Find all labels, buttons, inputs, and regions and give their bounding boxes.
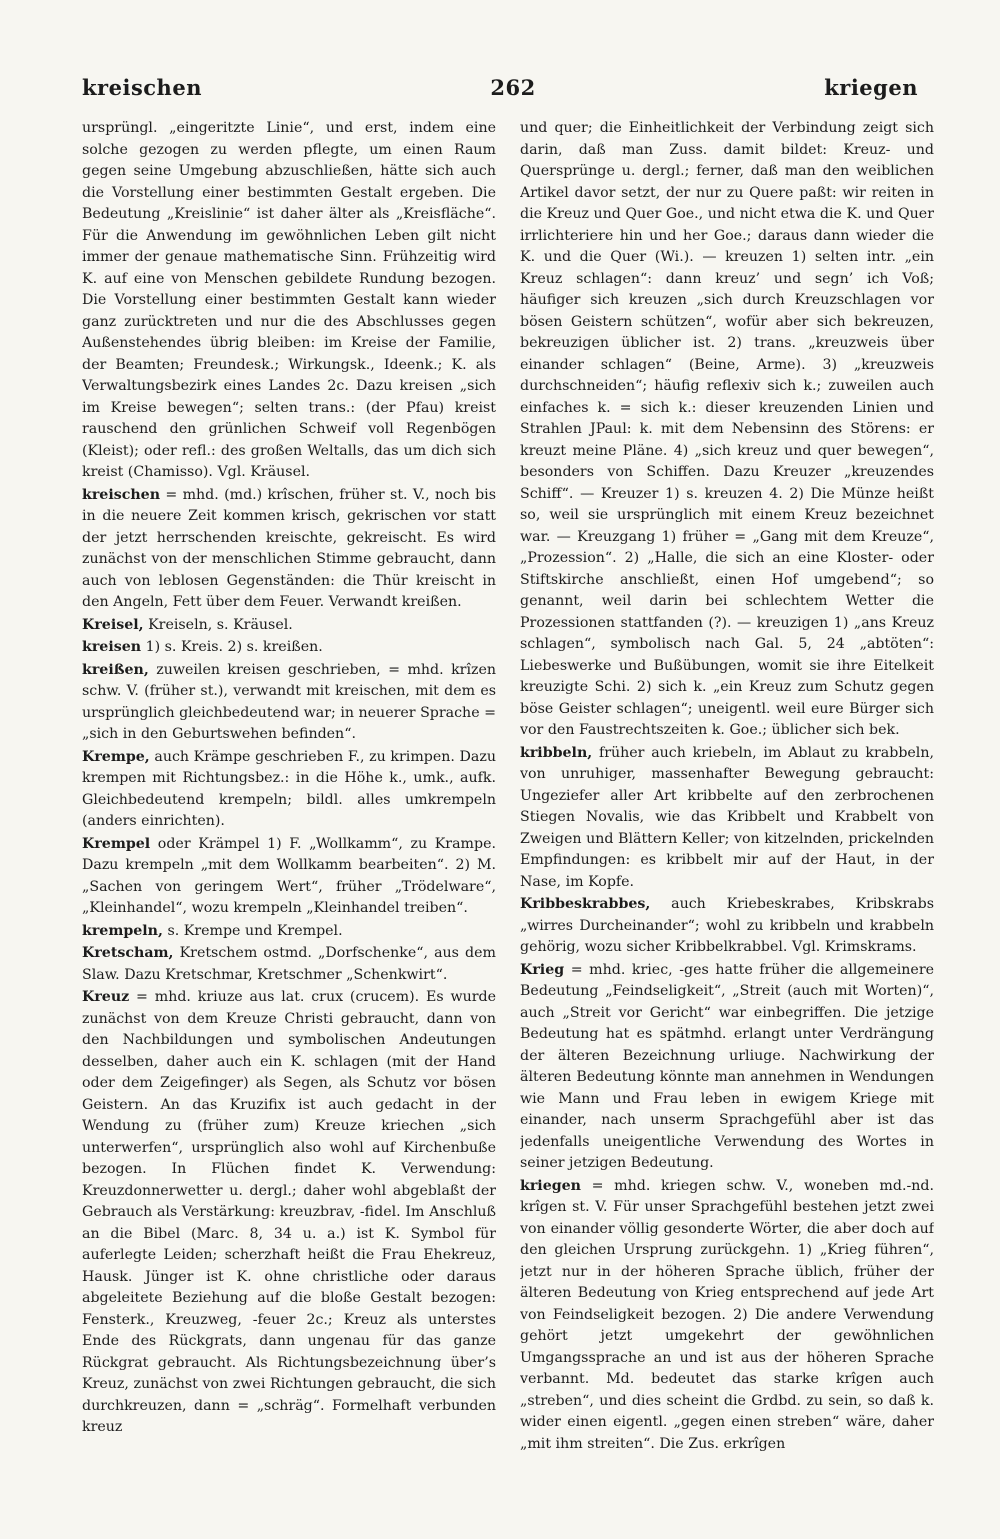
running-header	[82, 70, 918, 104]
headword: Kretscham,	[82, 945, 174, 961]
headword: kribbeln,	[520, 744, 593, 761]
right-column	[520, 118, 934, 1508]
entry-paragraph: und quer; die Einheitlichkeit der Verbindung zeigt sich darin, daß man Zuss. damit bildet: Kreuz- und Quersprünge u. dergl.; ferner, daß man den weiblichen Artikel davor setzt, der nur zu Quere paßt: wir reiten in die Kreuz und Quer Goe., und nicht etwa die K. und Quer irrlichteriere hin und her Goe.; daraus dann wieder die K. und die Quer (Wi.). — kreuzen 1) selten intr. „ein Kreuz schlagen“: dann kreuz’ und segn’ ich Voß; häufiger sich kreuzen „sich durch Kreuzschlagen vor bösen Geistern schützen“, wofür aber sich bekreuzen, bekreuzigen üblicher ist. 2) trans. „kreuzweis über einander schlagen“ (Beine, Arme). 3) „kreuzweis durchschneiden“; häufig reflexiv sich k.; zuweilen auch einfaches k. = sich k.: dieser kreuzenden Linien und Strahlen JPaul: k. mit dem Nebensinn des Störens: er kreuzt meine Pläne. 4) „sich kreuz und quer bewegen“, besonders von Schiffen. Dazu Kreuzer „kreuzendes Schiff“. — Kreuzer 1) s. kreuzen 4. 2) Die Münze heißt so, weil sie ursprünglich mit einem Kreuz bezeichnet war. — Kreuzgang 1) früher = „Gang mit dem Kreuze“, „Prozession“. 2) „Halle, die sich an eine Kloster- oder Stiftskirche anschließt, einen Hof umgebend“; so genannt, weil darin bei schlechtem Wetter die Prozessionen stattfanden (?). — kreuzigen 1) „ans Kreuz schlagen“, symbolisch nach Gal. 5, 24 „abtöten“: Liebeswerke und Bußübungen, womit sie ihre Eitelkeit kreuzigte Schi. 2) sich k. „ein Kreuz zum Schutz gegen böse Geister schlagen“; uneigentl. weil eure Bürger sich vor den Faustrechtszeiten k. Goe.; üblicher sich bek.	[520, 120, 934, 738]
header-right-word: kriegen	[824, 74, 918, 100]
entry-paragraph: Kretscham, Kretschem ostmd. „Dorfschenke“, aus dem Slaw. Dazu Kretschmar, Kretschmer „Schenkwirt“.	[82, 945, 496, 983]
entry-paragraph: Kribbeskrabbes, auch Kriebeskrabes, Kribskrabs „wirres Durcheinander“; wohl zu kribbeln und krabbeln gehörig, wozu sicher Kribbelkrabbel. Vgl. Krimskrams.	[520, 896, 934, 955]
entry-paragraph: Kreisel, Kreiseln, s. Kräusel.	[82, 616, 293, 633]
header-left-word: kreischen	[82, 74, 202, 100]
headword: Krempel	[82, 835, 151, 852]
entry-paragraph: Krempe, auch Krämpe geschrieben F., zu krimpen. Dazu krempen mit Richtungsbez.: in die Höhe k., umk., aufk. Gleichbedeutend krempeln; bildl. alles umkrempeln (anders einrichten).	[82, 748, 496, 829]
text-columns	[82, 118, 934, 1508]
entry-paragraph: kreisen 1) s. Kreis. 2) s. kreißen.	[82, 639, 323, 655]
headword: kreißen,	[82, 661, 149, 678]
headword: Krieg	[520, 961, 565, 978]
entry-paragraph: ursprüngl. „eingeritzte Linie“, und erst, indem eine solche gezogen zu werden pflegte, um einen Raum gegen seine Umgebung abzuschließen, hätte sich auch die Vorstellung einer bestimmten Gestalt ergeben. Die Bedeutung „Kreislinie“ ist daher älter als „Kreisfläche“. Für die Anwendung im gewöhnlichen Leben gilt nicht immer der genaue mathematische Sinn. Frühzeitig wird K. auf eine von Menschen gebildete Rundung bezogen. Die Vorstellung einer bestimmten Gestalt kann wieder ganz zurücktreten und nur die des Abschlusses gegen Außenstehendes übrig bleiben: im Kreise der Familie, der Beamten; Freundesk.; Wirkungsk., Ideenk.; K. als Verwaltungsbezirk eines Landes 2c. Dazu kreisen „sich im Kreise bewegen“; selten trans.: (der Pfau) kreist rauschend den grünlichen Schweif voll Regenbögen (Kleist); oder refl.: des großen Weltalls, das um dich sich kreist (Chamisso). Vgl. Kräusel.	[82, 120, 496, 480]
headword: Krempe,	[82, 748, 150, 765]
entry-paragraph: kreischen = mhd. (md.) krîschen, früher st. V., noch bis in die neuere Zeit kommen krisch, gekrischen vor statt der jetzt herrschenden kreischte, gekreischt. Es wird zunächst von der menschlichen Stimme gebraucht, dann auch von leblosen Gegenständen: die Thür kreischt in den Angeln, Fett über dem Feuer. Verwandt kreißen.	[82, 486, 496, 610]
left-column	[82, 118, 496, 1508]
entry-paragraph: krempeln, s. Krempe und Krempel.	[82, 922, 343, 939]
entry-paragraph: kriegen = mhd. kriegen schw. V., woneben md.-nd. krîgen st. V. Für unser Sprachgefühl bestehen jetzt zwei von einander völlig gesonderte Wörter, die aber doch auf den gleichen Ursprung zurückgehn. 1) „Krieg führen“, jetzt nur in der höheren Sprache üblich, früher der älteren Bedeutung von Krieg entsprechend auf jede Art von Feindseligkeit bezogen. 2) Die andere Verwendung gehört jetzt umgekehrt der gewöhnlichen Umgangssprache an und ist aus der höheren Sprache verbannt. Md. bedeutet das starke krîgen auch „streben“, und dies scheint die Grdbd. zu sein, so daß k. wider einen eigentl. „gegen einen streben“ wäre, daher „mit ihm streiten“. Die Zus. erkrîgen	[520, 1177, 934, 1452]
entry-paragraph: kreißen, zuweilen kreisen geschrieben, = mhd. krîzen schw. V. (früher st.), verwandt mit kreischen, mit dem es ursprünglich gleichbedeutend war; in neuerer Sprache = „sich in den Geburtswehen befinden“.	[82, 661, 496, 742]
headword: Kreisel,	[82, 616, 144, 633]
entry-paragraph: Krempel oder Krämpel 1) F. „Wollkamm“, zu Krampe. Dazu krempeln „mit dem Wollkamm bearbeiten“. 2) M. „Sachen von geringem Wert“, früher „Trödelware“, „Kleinhandel“, wozu krempeln „Kleinhandel treiben“.	[82, 835, 496, 916]
headword: kriegen	[520, 1177, 581, 1194]
page-number: 262	[490, 74, 536, 100]
headword: Kribbeskrabbes,	[520, 896, 651, 912]
headword: krempeln,	[82, 922, 163, 939]
headword: kreischen	[82, 486, 161, 503]
entry-paragraph: Krieg = mhd. kriec, -ges hatte früher die allgemeinere Bedeutung „Feindseligkeit“, „Streit (auch mit Worten)“, auch „Streit vor Gericht“ war einbegriffen. Die jetzige Bedeutung hat es spätmhd. erlangt unter Verdrängung der älteren Bezeichnung urliuge. Nachwirkung der älteren Bedeutung könnte man annehmen in Wendungen wie Mann und Frau leben in ewigem Kriege mit einander, nach unserm Sprachgefühl aber ist das jedenfalls uneigentliche Verwendung des Wortes in seiner jetzigen Bedeutung.	[520, 961, 934, 1171]
headword: kreisen	[82, 639, 142, 655]
headword: Kreuz	[82, 989, 130, 1005]
entry-paragraph: Kreuz = mhd. kriuze aus lat. crux (crucem). Es wurde zunächst von dem Kreuze Christi gebraucht, dann von den Nachbildungen und symbolischen Andeutungen desselben, daher auch ein K. schlagen (mit der Hand oder dem Zeigefinger) als Segen, als Schutz vor bösen Geistern. An das Kruzifix ist auch gedacht in der Wendung zu (früher zum) Kreuze kriechen „sich unterwerfen“, ursprünglich also wohl auf Kirchenbuße bezogen. In Flüchen findet K. Verwendung: Kreuzdonnerwetter u. dergl.; daher wohl abgeblaßt der Gebrauch als Verstärkung: kreuzbrav, -fidel. Im Anschluß an die Bibel (Marc. 8, 34 u. a.) ist K. Symbol für auferlegte Leiden; scherzhaft heißt die Frau Ehekreuz, Hausk. Jünger ist K. ohne christliche oder daraus abgeleitete Beziehung auf die bloße Gestalt bezogen: Fensterk., Kreuzweg, -feuer 2c.; Kreuz als unterstes Ende des Rückgrats, dann ungenau für das ganze Rückgrat gebraucht. Als Richtungsbezeichnung über’s Kreuz, zunächst von zwei Richtungen gebraucht, die sich durchkreuzen, dann = „schräg“. Formelhaft verbunden kreuz	[82, 989, 496, 1435]
entry-paragraph: kribbeln, früher auch kriebeln, im Ablaut zu krabbeln, von unruhiger, massenhafter Bewegung gebraucht: Ungeziefer aller Art kribbelte auf den zerbrochenen Stiegen Novalis, wie das Kribbelt und Krabbelt von Zweigen und Blättern Keller; von kitzelnden, prickelnden Empfindungen: es kribbelt mir auf der Haut, in der Nase, im Kopfe.	[520, 744, 934, 890]
